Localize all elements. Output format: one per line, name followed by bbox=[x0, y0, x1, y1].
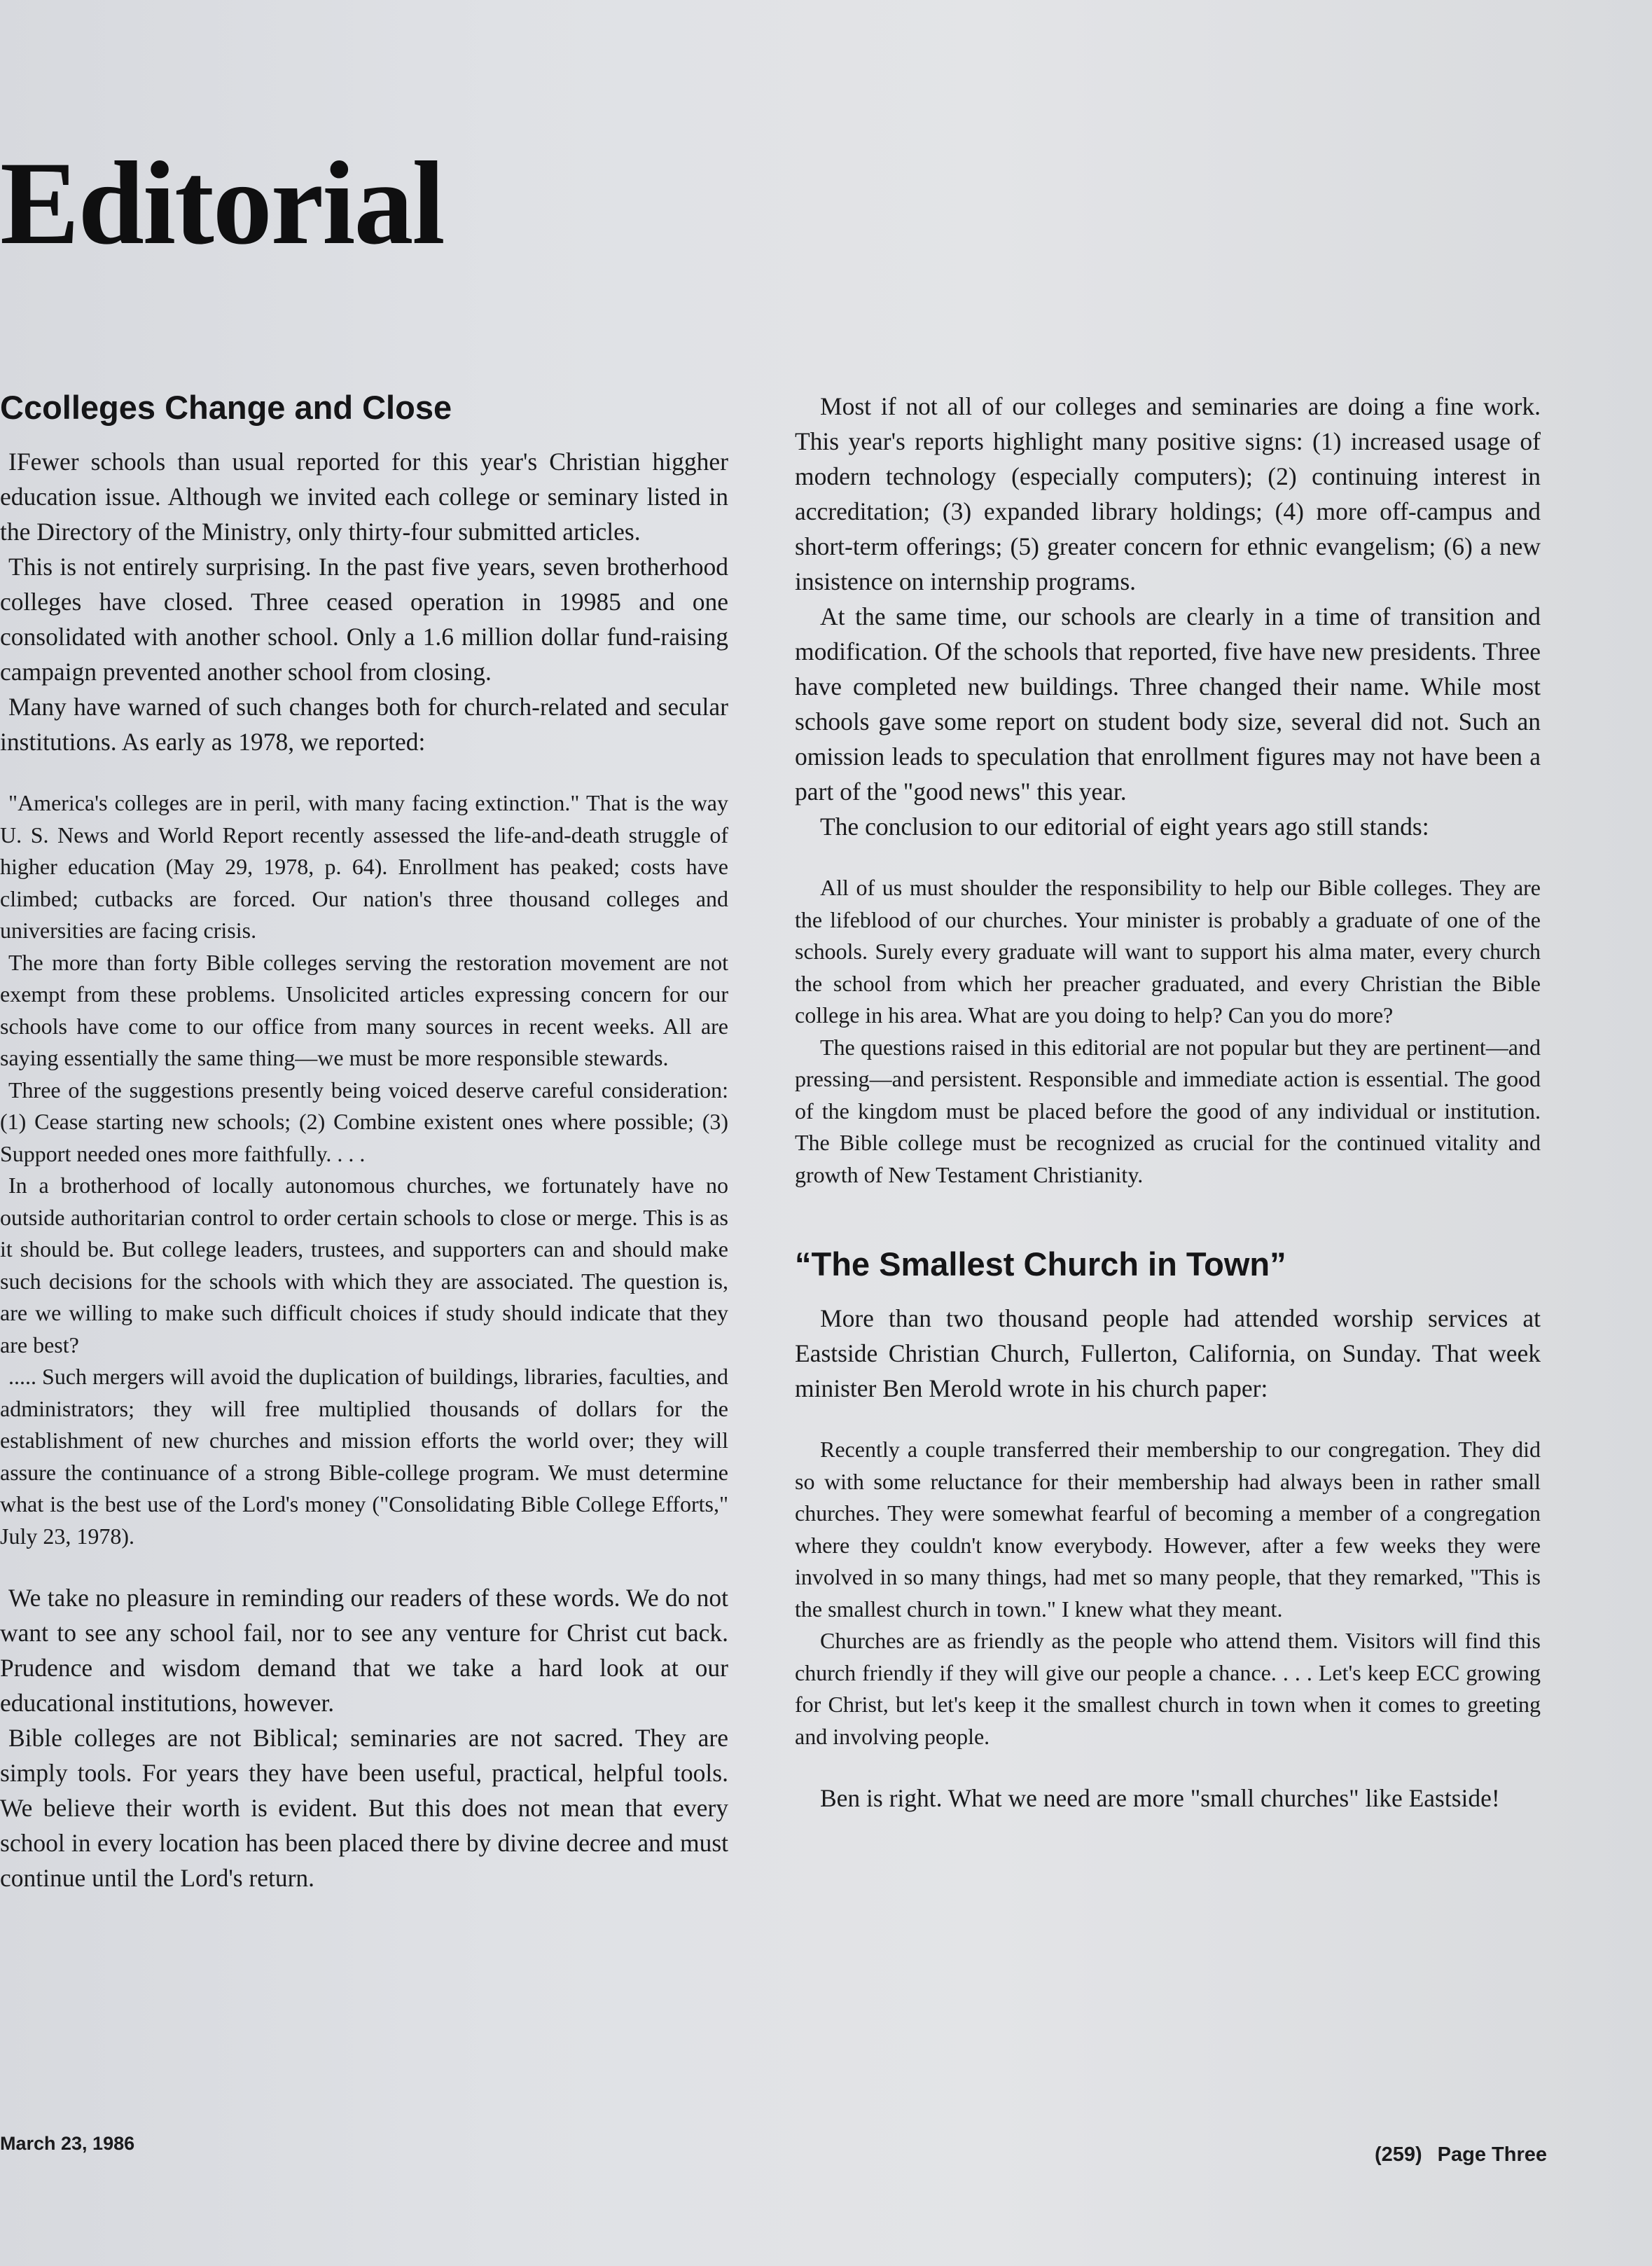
quote-paragraph: "America's colleges are in peril, with many facing extinction." That is the way U. S. News and World Report recently assessed the life-and-death struggle of higher education (May 29, 1978, p. 64). Enrollment has peaked; costs have climbed; cutbacks are forced. Our nation's three thousand colleges and universities are facing crisis. bbox=[0, 790, 728, 944]
section-heading-colleges: Ccolleges Change and Close bbox=[0, 389, 452, 426]
paragraph: Bible colleges are not Biblical; seminaries are not sacred. They are simply tools. For years they have been useful, practical, helpful tools. We believe their worth is evident. But this does not mean that every school in every location has been placed there by divine decree and must continue until the Lord's return. bbox=[0, 1724, 728, 1893]
page-number: (259) bbox=[1374, 2143, 1422, 2166]
quote-paragraph: ..... Such mergers will avoid the duplication of buildings, libraries, faculties, and administrators; they will free multiplied thousands of dollars for the establishment of new churches and mission efforts the world over; they will assure the continuance of a strong Bible-college program. We must determine what is the best use of the Lord's money ("Consolidating Bible College Efforts," July 23, 1978). bbox=[0, 1364, 728, 1549]
section-heading-smallest-church: “The Smallest Church in Town” bbox=[795, 1245, 1286, 1283]
left-column bbox=[0, 389, 728, 1895]
paragraph: More than two thousand people had attended worship services at Eastside Christian Church, Fullerton, California, on Sunday. That week minister Ben Merold wrote in his church paper: bbox=[795, 1304, 1541, 1403]
masthead-title: Editorial bbox=[0, 137, 444, 269]
quote-paragraph: All of us must shoulder the responsibility to help our Bible colleges. They are the lifeblood of our churches. Your minister is probably a graduate of one of the schools. Surely every graduate will want to support his alma mater, every church the school from which her preacher graduated, and every Christian the Bible college in his area. What are you doing to help? Can you do more? bbox=[795, 875, 1541, 1028]
paragraph: At the same time, our schools are clearly in a time of transition and modification. Of the schools that reported, five have new presidents. Three have completed new buildings. Three changed their name. While most schools gave some report on student body size, several did not. Such an omission leads to speculation that enrollment figures may not have been a part of the "good news" this year. bbox=[795, 602, 1541, 806]
quote-paragraph: Recently a couple transferred their membership to our congregation. They did so with some reluctance for their membership had always been in rather small churches. They were somewhat fearful of becoming a member of a congregation where they couldn't know everybody. However, after a few weeks they were involved in so many things, had met so many people, that they remarked, "This is the smallest church in town." I knew what they meant. bbox=[795, 1437, 1541, 1622]
paragraph: Many have warned of such changes both for church-related and secular institutions. As early as 1978, we reported: bbox=[0, 693, 728, 757]
paragraph: We take no pleasure in reminding our readers of these words. We do not want to see any school fail, nor to see any venture for Christ cut back. Prudence and wisdom demand that we take a hard look at our educational institutions, however. bbox=[0, 1584, 728, 1718]
page-label: Page Three bbox=[1437, 2143, 1547, 2166]
quote-paragraph: The questions raised in this editorial are not popular but they are pertinent—and pressing—and persistent. Responsible and immediate action is essential. The good of the kingdom must be placed before the good of any individual or institution. The Bible college must be recognized as crucial for the continued vitality and growth of New Testament Christianity. bbox=[795, 1034, 1541, 1187]
quote-paragraph: The more than forty Bible colleges serving the restoration movement are not exempt from these problems. Unsolicited articles expressing concern for our schools have come to our office from many sources in recent weeks. All are saying essentially the same thing—we must be more responsible stewards. bbox=[0, 949, 728, 1071]
paragraph: Ben is right. What we need are more "small churches" like Eastside! bbox=[820, 1784, 1500, 1813]
quote-paragraph: In a brotherhood of locally autonomous churches, we fortunately have no outside authoritarian control to order certain schools to close or merge. This is as it should be. But college leaders, trustees, and supporters can and should make such decisions for the schools with which they are associated. The question is, are we willing to make such difficult choices if study should indicate that they are best? bbox=[0, 1173, 728, 1357]
paragraph: Most if not all of our colleges and seminaries are doing a fine work. This year's reports highlight many positive signs: (1) increased usage of modern technology (especially computers); (2) continuing interest in accreditation; (3) expanded library holdings; (4) more off-campus and short-term offerings; (5) greater concern for ethnic evangelism; (6) a new insistence on internship programs. bbox=[795, 392, 1541, 595]
paragraph: This is not entirely surprising. In the past five years, seven brotherhood colleges have closed. Three ceased operation in 19985 and one consolidated with another school. Only a 1.6 million dollar fund-raising campaign prevented another school from closing. bbox=[0, 553, 728, 686]
quote-paragraph: Churches are as friendly as the people who attend them. Visitors will find this church friendly if they will give our people a chance. . . . Let's keep ECC growing for Christ, but let's keep it the smallest church in town when it comes to greeting and involving people. bbox=[795, 1628, 1541, 1749]
paragraph: IFewer schools than usual reported for this year's Christian higgher education issue. Although we invited each college or seminary listed in the Directory of the Ministry, only thirty-four submitted articles. bbox=[0, 448, 728, 546]
right-column bbox=[795, 389, 1541, 1816]
paragraph: The conclusion to our editorial of eight years ago still stands: bbox=[820, 813, 1429, 841]
page-footer bbox=[1375, 2143, 1547, 2167]
quote-paragraph: Three of the suggestions presently being voiced deserve careful consideration: (1) Cease starting new schools; (2) Combine existent ones where possible; (3) Support needed ones more faithfully. . . . bbox=[0, 1077, 728, 1166]
issue-date: March 23, 1986 bbox=[0, 2133, 135, 2154]
